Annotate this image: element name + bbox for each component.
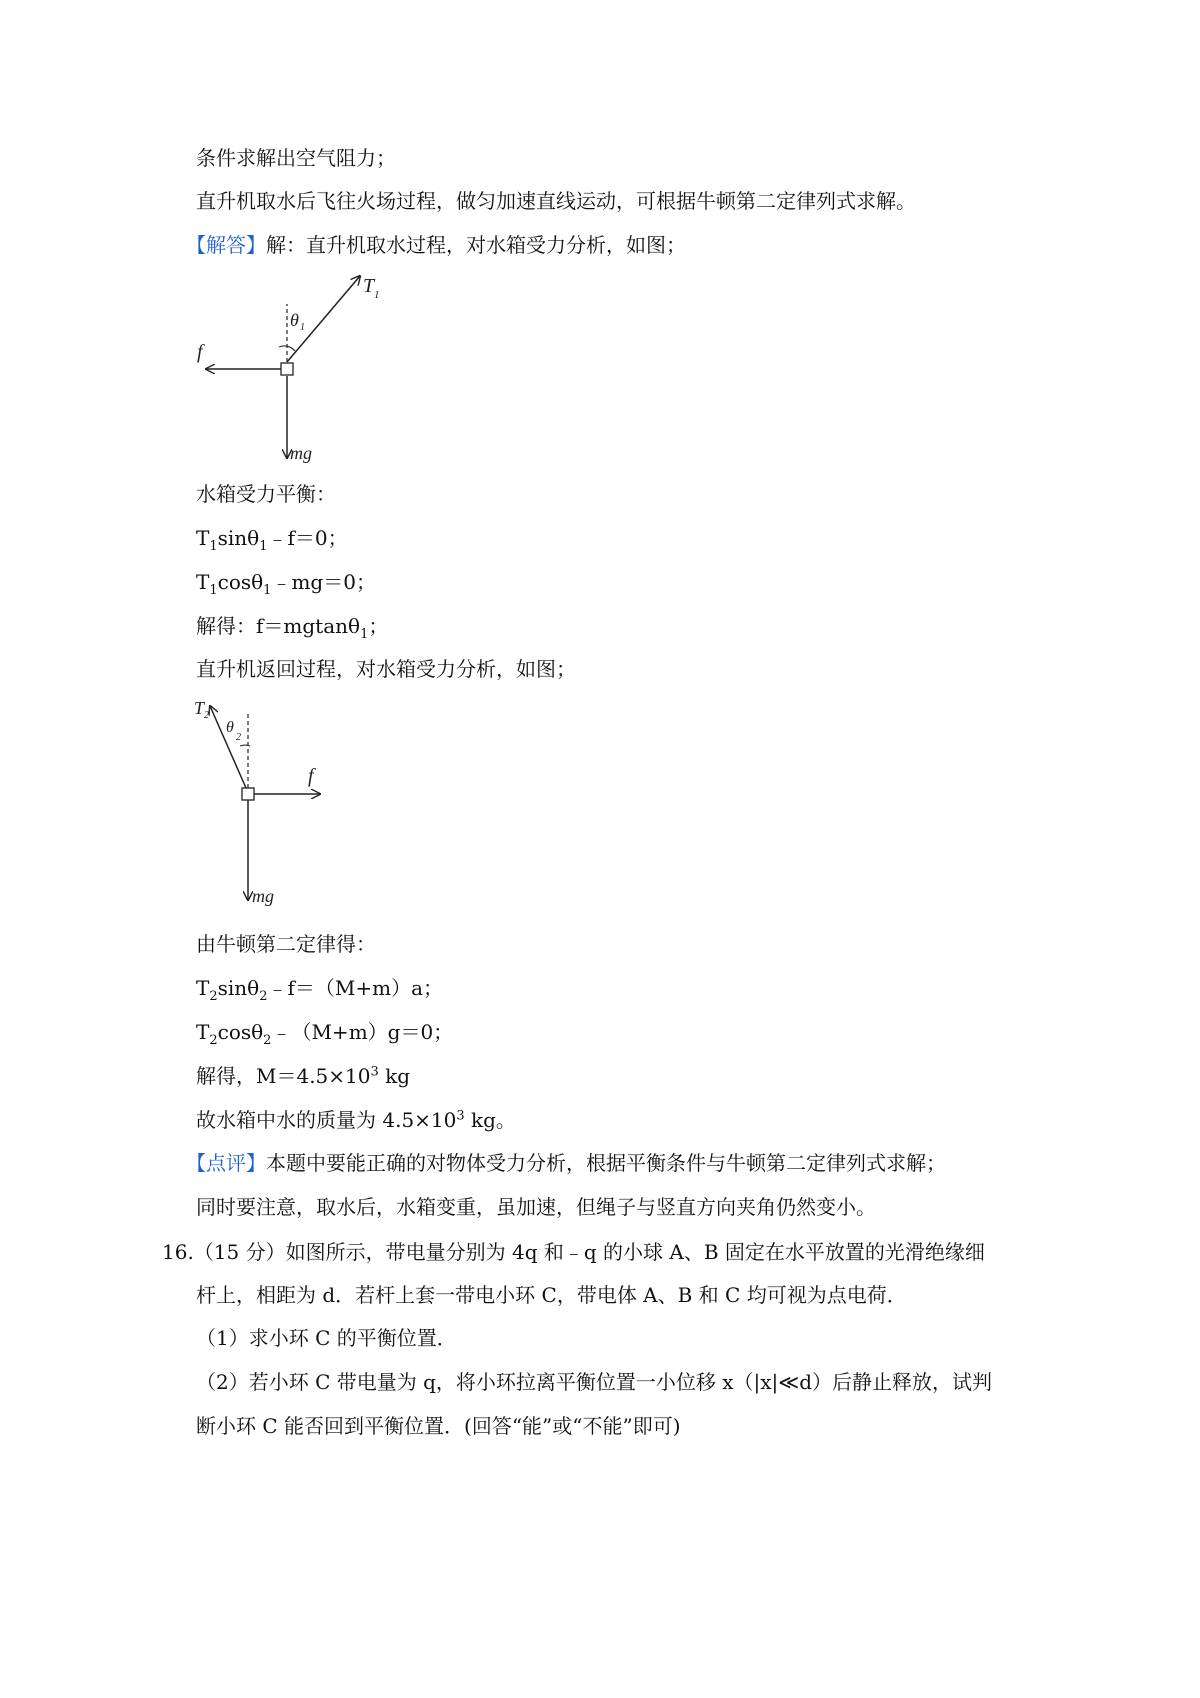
answer-tag: 【解答】	[186, 233, 266, 257]
equation-line: $T_2\sin\theta_2﹣f=(M+m)a$；	[196, 976, 444, 1004]
comment-tag: 【点评】	[186, 1151, 266, 1175]
equation-line: $T_1\cos\theta_1﹣mg=0$；	[196, 570, 376, 598]
label-f: f	[308, 765, 314, 787]
label-f: f	[197, 341, 203, 363]
equation-line: 故水箱中水的质量为 $4.5\times 10^3$ kg。	[196, 1108, 516, 1132]
equation-line: $T_2\cos\theta_2﹣(M+m)g=0$；	[196, 1020, 454, 1048]
water-box	[242, 788, 254, 800]
equation-line: 解得：f＝mgtanθ$_1$；	[196, 614, 389, 642]
text-line: 条件求解出空气阻力；	[196, 146, 396, 170]
question-16-part2: （2）若小环 C 带电量为 q，将小环拉离平衡位置一小位移 x（|x|≪d）后静止释放，试判	[196, 1370, 993, 1394]
equation-line: 解得，$M=4.5\times 10^3$ kg	[196, 1064, 411, 1088]
question-16-line: 16.（15 分）如图所示，带电量分别为 4q 和﹣q 的小球 A、B 固定在水平放置的光滑绝缘细	[162, 1240, 985, 1264]
force-diagram-1	[180, 262, 410, 472]
solution-line: 【解答】解：直升机取水过程，对水箱受力分析，如图；	[186, 233, 686, 257]
force-diagram-2	[180, 690, 350, 910]
label-T2-sub: 2	[204, 710, 209, 721]
question-16-part1: （1）求小环 C 的平衡位置．	[196, 1326, 457, 1350]
label-theta2: θ	[226, 719, 234, 736]
comment-line: 【点评】本题中要能正确的对物体受力分析，根据平衡条件与牛顿第二定律列式求解；	[186, 1151, 946, 1175]
label-theta1: θ	[290, 310, 299, 330]
label-theta2-sub: 2	[236, 732, 241, 743]
water-box	[281, 363, 293, 375]
label-mg: mg	[290, 443, 312, 463]
text-line: 直升机返回过程，对水箱受力分析，如图；	[196, 657, 576, 681]
text-line: 直升机取水后飞往火场过程，做匀加速直线运动，可根据牛顿第二定律列式求解。	[196, 189, 916, 213]
question-16-part2: 断小环 C 能否回到平衡位置．(回答“能”或“不能”即可)	[196, 1414, 681, 1438]
label-mg: mg	[252, 886, 274, 906]
label-theta1-sub: 1	[300, 322, 305, 333]
label-T2: T	[194, 698, 205, 718]
text-line: 水箱受力平衡：	[196, 482, 336, 506]
equation-line: $T_1\sin\theta_1﹣f=0$；	[196, 526, 348, 554]
angle-arc	[240, 745, 250, 746]
question-16-line: 杆上，相距为 d．若杆上套一带电小环 C，带电体 A、B 和 C 均可视为点电荷．	[196, 1283, 907, 1307]
label-T1: T	[363, 275, 375, 297]
text-line: 由牛顿第二定律得：	[196, 932, 376, 956]
text-line: 同时要注意，取水后，水箱变重，虽加速，但绳子与竖直方向夹角仍然变小。	[196, 1195, 876, 1219]
angle-arc	[279, 346, 295, 351]
label-T1-sub: 1	[374, 289, 380, 301]
